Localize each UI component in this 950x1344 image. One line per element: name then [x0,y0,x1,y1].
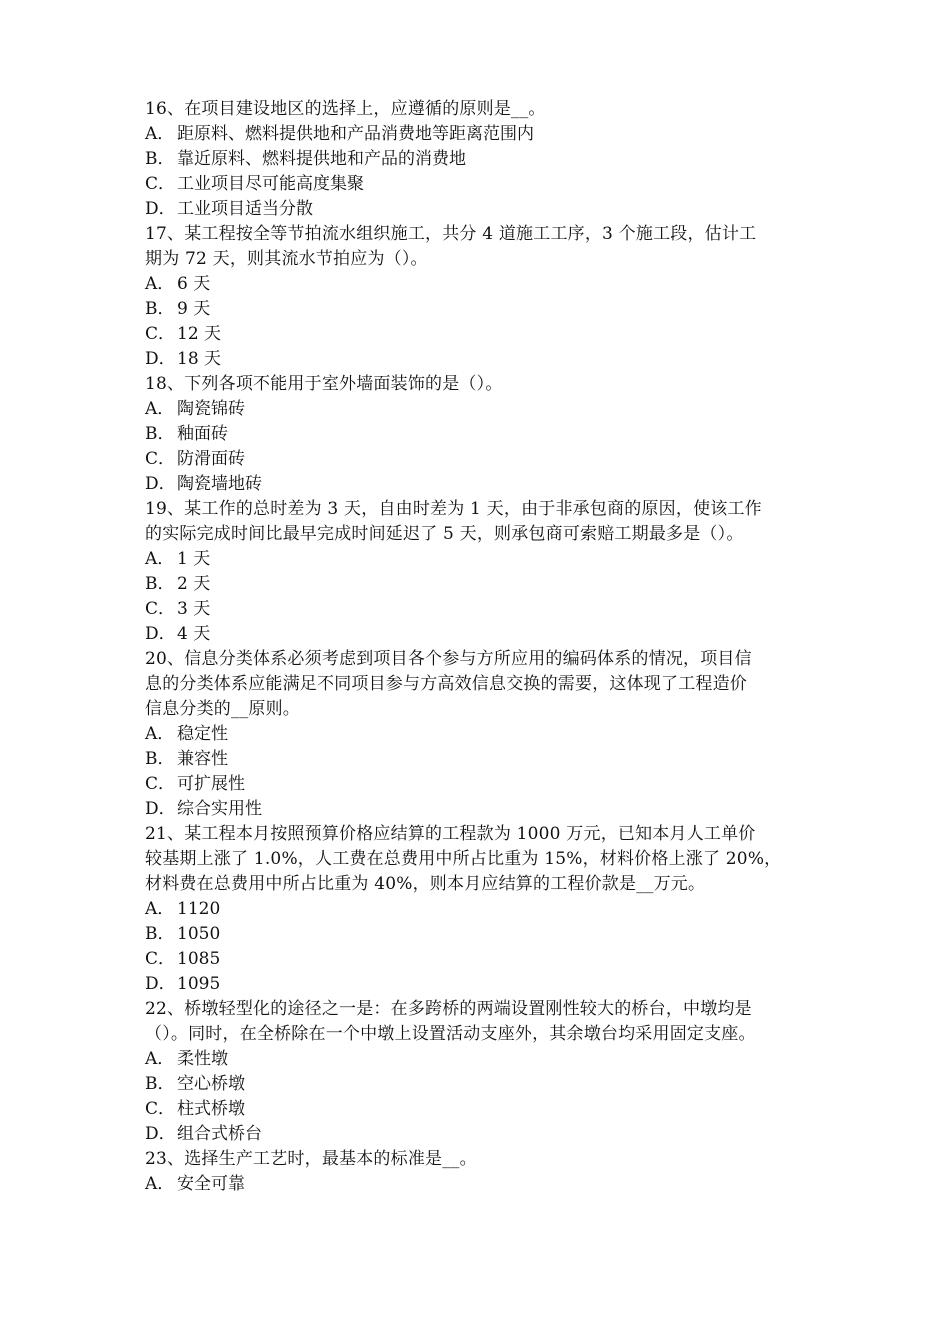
answer-option [145,1097,813,1122]
option-text: 1 天 [177,549,211,569]
question-text-line: 的实际完成时间比最早完成时间延迟了 5 天，则承包商可索赔工期最多是（）。 [145,524,744,544]
question-text-line: 23、选择生产工艺时，最基本的标准是__。 [145,1149,477,1169]
option-letter: A． [145,274,175,294]
option-text: 工业项目适当分散 [177,199,313,219]
answer-option [145,972,813,997]
option-letter: A． [145,549,175,569]
option-text: 1085 [177,949,221,969]
option-letter: C． [145,949,176,969]
option-text: 安全可靠 [177,1174,245,1194]
question-block [145,222,813,372]
option-letter: D． [145,199,176,219]
answer-option [145,572,813,597]
answer-option [145,747,813,772]
answer-option [145,1047,813,1072]
option-text: 距原料、燃料提供地和产品消费地等距离范围内 [177,124,534,144]
option-text: 兼容性 [177,749,228,769]
answer-option [145,1122,813,1147]
answer-option [145,897,813,922]
option-text: 18 天 [177,349,222,369]
option-letter: A． [145,724,175,744]
answer-option [145,472,813,497]
option-text: 釉面砖 [177,424,228,444]
option-letter: C． [145,599,176,619]
answer-option [145,172,813,197]
option-letter: D． [145,974,176,994]
answer-option [145,147,813,172]
question-block [145,497,813,647]
option-letter: D． [145,474,176,494]
question-text-line: 18、下列各项不能用于室外墙面装饰的是（）。 [145,374,503,394]
option-letter: B． [145,749,175,769]
option-text: 空心桥墩 [177,1074,245,1094]
option-text: 可扩展性 [177,774,245,794]
option-text: 防滑面砖 [177,449,245,469]
answer-option [145,797,813,822]
question-text-line: 22、桥墩轻型化的途径之一是：在多跨桥的两端设置刚性较大的桥台，中墩均是 [145,999,752,1019]
option-text: 4 天 [177,624,211,644]
option-text: 2 天 [177,574,211,594]
question-block [145,997,813,1147]
answer-option [145,447,813,472]
answer-option [145,622,813,647]
answer-option [145,772,813,797]
answer-option [145,272,813,297]
document-page [145,97,813,1197]
option-letter: C． [145,1099,176,1119]
question-block [145,1147,813,1197]
answer-option [145,1072,813,1097]
question-text-line: 21、某工程本月按照预算价格应结算的工程款为 1000 万元，已知本月人工单价 [145,824,756,844]
option-letter: B． [145,924,175,944]
option-text: 稳定性 [177,724,228,744]
option-text: 6 天 [177,274,211,294]
answer-option [145,722,813,747]
question-text-line: 19、某工作的总时差为 3 天，自由时差为 1 天，由于非承包商的原因，使该工作 [145,499,762,519]
option-letter: B． [145,424,175,444]
option-letter: B． [145,1074,175,1094]
option-letter: C． [145,174,176,194]
option-text: 陶瓷锦砖 [177,399,245,419]
question-text-line: 期为 72 天，则其流水节拍应为（）。 [145,249,428,269]
answer-option [145,297,813,322]
option-letter: D． [145,799,176,819]
question-text-line: 较基期上涨了 1.0%，人工费在总费用中所占比重为 15%，材料价格上涨了 20%， [145,849,782,869]
question-block [145,372,813,497]
option-text: 柔性墩 [177,1049,228,1069]
answer-option [145,922,813,947]
answer-option [145,347,813,372]
option-letter: A． [145,1174,175,1194]
option-letter: A． [145,899,175,919]
option-text: 9 天 [177,299,211,319]
option-letter: D． [145,349,176,369]
answer-option [145,122,813,147]
answer-option [145,197,813,222]
answer-option [145,1172,813,1197]
question-text-line: 息的分类体系应能满足不同项目参与方高效信息交换的需要，这体现了工程造价 [145,674,747,694]
option-text: 组合式桥台 [177,1124,262,1144]
option-letter: B． [145,149,175,169]
question-text-line: 20、信息分类体系必须考虑到项目各个参与方所应用的编码体系的情况，项目信 [145,649,752,669]
answer-option [145,397,813,422]
option-text: 12 天 [177,324,222,344]
answer-option [145,547,813,572]
question-text-line: 16、在项目建设地区的选择上，应遵循的原则是__。 [145,99,546,119]
option-text: 1050 [177,924,221,944]
question-text-line: 信息分类的__原则。 [145,699,300,719]
option-letter: A． [145,124,175,144]
question-block [145,647,813,822]
option-letter: C． [145,774,176,794]
option-text: 1095 [177,974,221,994]
question-block [145,822,813,997]
option-text: 3 天 [177,599,211,619]
option-text: 靠近原料、燃料提供地和产品的消费地 [177,149,466,169]
option-text: 1120 [177,899,221,919]
option-text: 综合实用性 [177,799,262,819]
option-text: 柱式桥墩 [177,1099,245,1119]
answer-option [145,597,813,622]
option-letter: B． [145,574,175,594]
option-letter: A． [145,399,175,419]
option-letter: C． [145,324,176,344]
option-letter: C． [145,449,176,469]
option-text: 陶瓷墙地砖 [177,474,262,494]
option-text: 工业项目尽可能高度集聚 [177,174,364,194]
question-block [145,97,813,222]
question-text-line: （）。同时，在全桥除在一个中墩上设置活动支座外，其余墩台均采用固定支座。 [145,1024,756,1044]
answer-option [145,947,813,972]
answer-option [145,422,813,447]
option-letter: D． [145,1124,176,1144]
option-letter: D． [145,624,176,644]
question-text-line: 材料费在总费用中所占比重为 40%，则本月应结算的工程价款是__万元。 [145,874,706,894]
option-letter: B． [145,299,175,319]
option-letter: A． [145,1049,175,1069]
question-text-line: 17、某工程按全等节拍流水组织施工，共分 4 道施工工序，3 个施工段，估计工 [145,224,757,244]
answer-option [145,322,813,347]
